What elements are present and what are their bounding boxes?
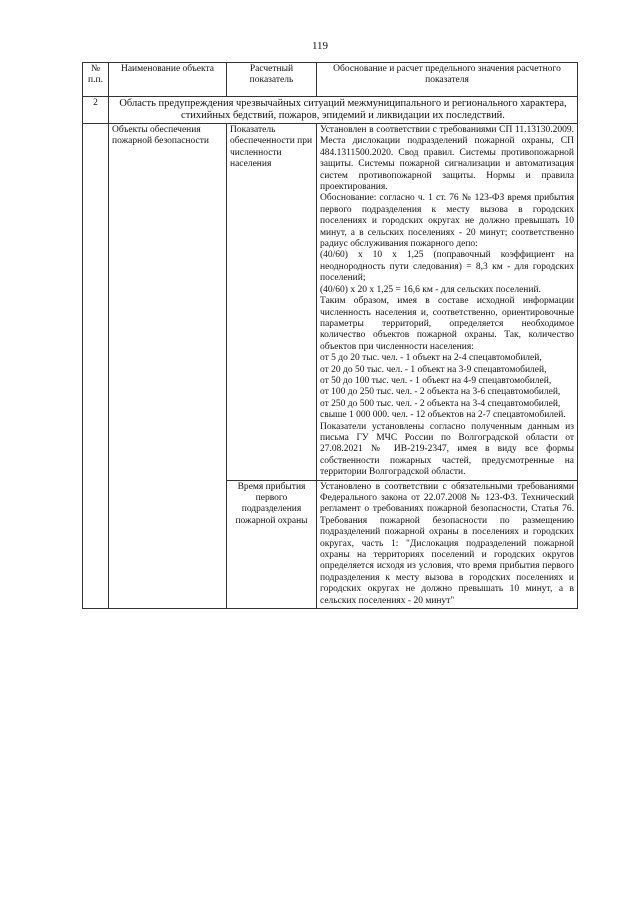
header-justification: Обоснование и расчет предельного значения расчетного показателя [317, 63, 578, 97]
justification-paragraph: Установлен в соответствии с требованиями СП 11.13130.2009. Места дислокации подразделений пожарной охраны, СП 484.1311500.2020. Свод правил. Системы противопожарной защиты. Системы пожарной сигнализации и автоматизация систем противопожарной защиты. Нормы и правила проектирования. [320, 125, 574, 193]
header-num: № п.п. [83, 63, 109, 97]
table-row [83, 124, 578, 481]
justification-paragraph: от 5 до 20 тыс. чел. - 1 объект на 2-4 спецавтомобилей, [320, 353, 542, 364]
justification-paragraph: от 50 до 100 тыс. чел. - 1 объект на 4-9 спецавтомобилей, [320, 375, 552, 386]
normative-table [82, 62, 578, 609]
justification-paragraph: Таким образом, имея в составе исходной информации численность населения и, соответственно, ориентировочные параметры территорий, определяется необходимое количество объектов пожарной охраны. Так, количество объектов при численности населения: [320, 296, 574, 352]
empty-num-cell [83, 124, 109, 609]
indicator-cell: Время прибытия первого подразделения пожарной охраны [227, 480, 317, 608]
justification-paragraph: свыше 1 000 000. чел. - 12 объектов на 2-7 спецавтомобилей. [320, 410, 566, 421]
justification-cell [317, 124, 578, 481]
indicator-cell: Показатель обеспеченности при численности населения [227, 124, 317, 481]
justification-paragraph: от 100 до 250 тыс. чел. - 2 объекта на 3-6 спецавтомобилей, [320, 387, 561, 398]
header-indicator: Расчетный показатель [227, 63, 317, 97]
justification-paragraph: (40/60) х 20 х 1,25 = 16,6 км - для сельских поселений. [320, 284, 541, 295]
justification-paragraph: Установлено в соответствии с обязательными требованиями Федерального закона от 22.07.2008 № 123-ФЗ. Технический регламент о требованиях пожарной безопасности, Статья 76. Требования пожарной безопасности по размещению подразделений пожарной охраны в поселениях и городских округах, часть 1: "Дислокация подразделений пожарной охраны на территориях поселений и городских округов определяется исходя из условия, что время прибытия первого подразделения к месту вызова в городских поселениях и городских округах не должно превышать 10 минут, а в сельских поселениях - 20 минут" [320, 481, 574, 606]
justification-paragraph: Показатели установлены согласно полученным данным из письма ГУ МЧС России по Волгоградской области от 27.08.2021 № ИВ-219-2347, имея в виду все формы собственности пожарных частей, предусмотренные на территории Волгоградской области. [320, 421, 574, 478]
section-row [83, 97, 578, 124]
justification-paragraph: от 20 до 50 тыс. чел. - 1 объект на 3-9 спецавтомобилей, [320, 364, 547, 375]
section-title: Область предупреждения чрезвычайных ситуаций межмуниципального и регионального характера, стихийных бедствий, пожаров, эпидемий и ликвидации их последствий. [109, 97, 578, 124]
object-name-cell: Объекты обеспечения пожарной безопасности [109, 124, 227, 609]
section-number: 2 [83, 97, 109, 124]
justification-cell [317, 480, 578, 608]
table-header-row [83, 63, 578, 97]
page-number: 119 [311, 40, 329, 52]
justification-paragraph: от 250 до 500 тыс. чел. - 2 объекта на 3-4 спецавтомобилей, [320, 398, 561, 409]
justification-paragraph: (40/60) х 10 х 1,25 (поправочный коэффициент на неоднородность пути следования) = 8,3 км - для городских поселений; [320, 250, 574, 284]
header-object-name: Наименование объекта [109, 63, 227, 97]
justification-paragraph: Обоснование: согласно ч. 1 ст. 76 № 123-ФЗ время прибытия первого подразделения к месту вызова в городских поселениях и городских округах не должно превышать 10 минут, а в сельских поселениях - 20 минут; соответственно радиус обслуживания пожарного депо: [320, 193, 574, 250]
